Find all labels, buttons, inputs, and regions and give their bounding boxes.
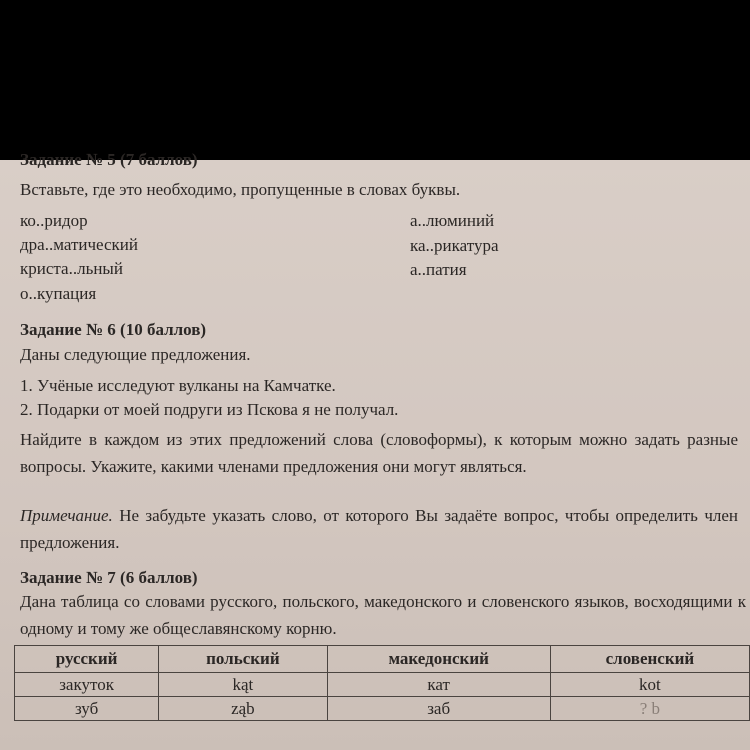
worksheet-page	[0, 150, 750, 750]
task5-word: а..патия	[410, 260, 467, 279]
task5-word: а..люминий	[410, 211, 495, 230]
table-header-cell: русский	[15, 646, 159, 673]
table-cell: kąt	[159, 673, 327, 697]
table-header-cell: польский	[159, 646, 327, 673]
task6-note	[20, 502, 738, 556]
table-cell: заб	[327, 697, 550, 721]
table-row	[15, 697, 750, 721]
table-cell: ząb	[159, 697, 327, 721]
task6-intro: Даны следующие предложения.	[20, 345, 251, 364]
task5-word: ка..рикатура	[410, 236, 499, 255]
table-cell: зуб	[15, 697, 159, 721]
table-header-cell: словенский	[550, 646, 749, 673]
table-cell: закуток	[15, 673, 159, 697]
task6-question: Найдите в каждом из этих предложений слова (словоформы), к которым можно задать разные вопросы. Укажите, какими членами предложения они могут являться.	[20, 430, 738, 476]
task5-word: ко..ридор	[20, 211, 88, 230]
table-header-cell: македонский	[327, 646, 550, 673]
task6-sentence: 1. Учёные исследуют вулканы на Камчатке.	[20, 376, 336, 395]
dark-background	[0, 0, 750, 168]
task5-word: дра..матический	[20, 235, 138, 254]
task5-word: криста..льный	[20, 259, 123, 278]
table-cell: kot	[550, 673, 749, 697]
task6-sentence: 2. Подарки от моей подруги из Пскова я не получал.	[20, 400, 399, 419]
task6-note-text: Не забудьте указать слово, от которого Вы задаёте вопрос, чтобы определить член предложения.	[20, 506, 739, 552]
task6-title: Задание № 6 (10 баллов)	[20, 320, 207, 339]
task7-title: Задание № 7 (6 баллов)	[20, 568, 198, 587]
language-table	[14, 645, 750, 721]
task5-instruction: Вставьте, где это необходимо, пропущенные в словах буквы.	[20, 180, 461, 199]
table-cell: кат	[327, 673, 550, 697]
task5-word: о..купация	[20, 284, 97, 303]
table-header-row	[15, 646, 750, 673]
task7-intro: Дана таблица со словами русского, польского, македонского и словенского языков, восходящими к одному и тому же общеславянскому корню.	[20, 592, 746, 638]
task5-title: Задание № 5 (7 баллов)	[20, 150, 198, 169]
table-row	[15, 673, 750, 697]
table-cell: ? b	[550, 697, 749, 721]
task6-note-label: Примечание.	[20, 506, 113, 525]
